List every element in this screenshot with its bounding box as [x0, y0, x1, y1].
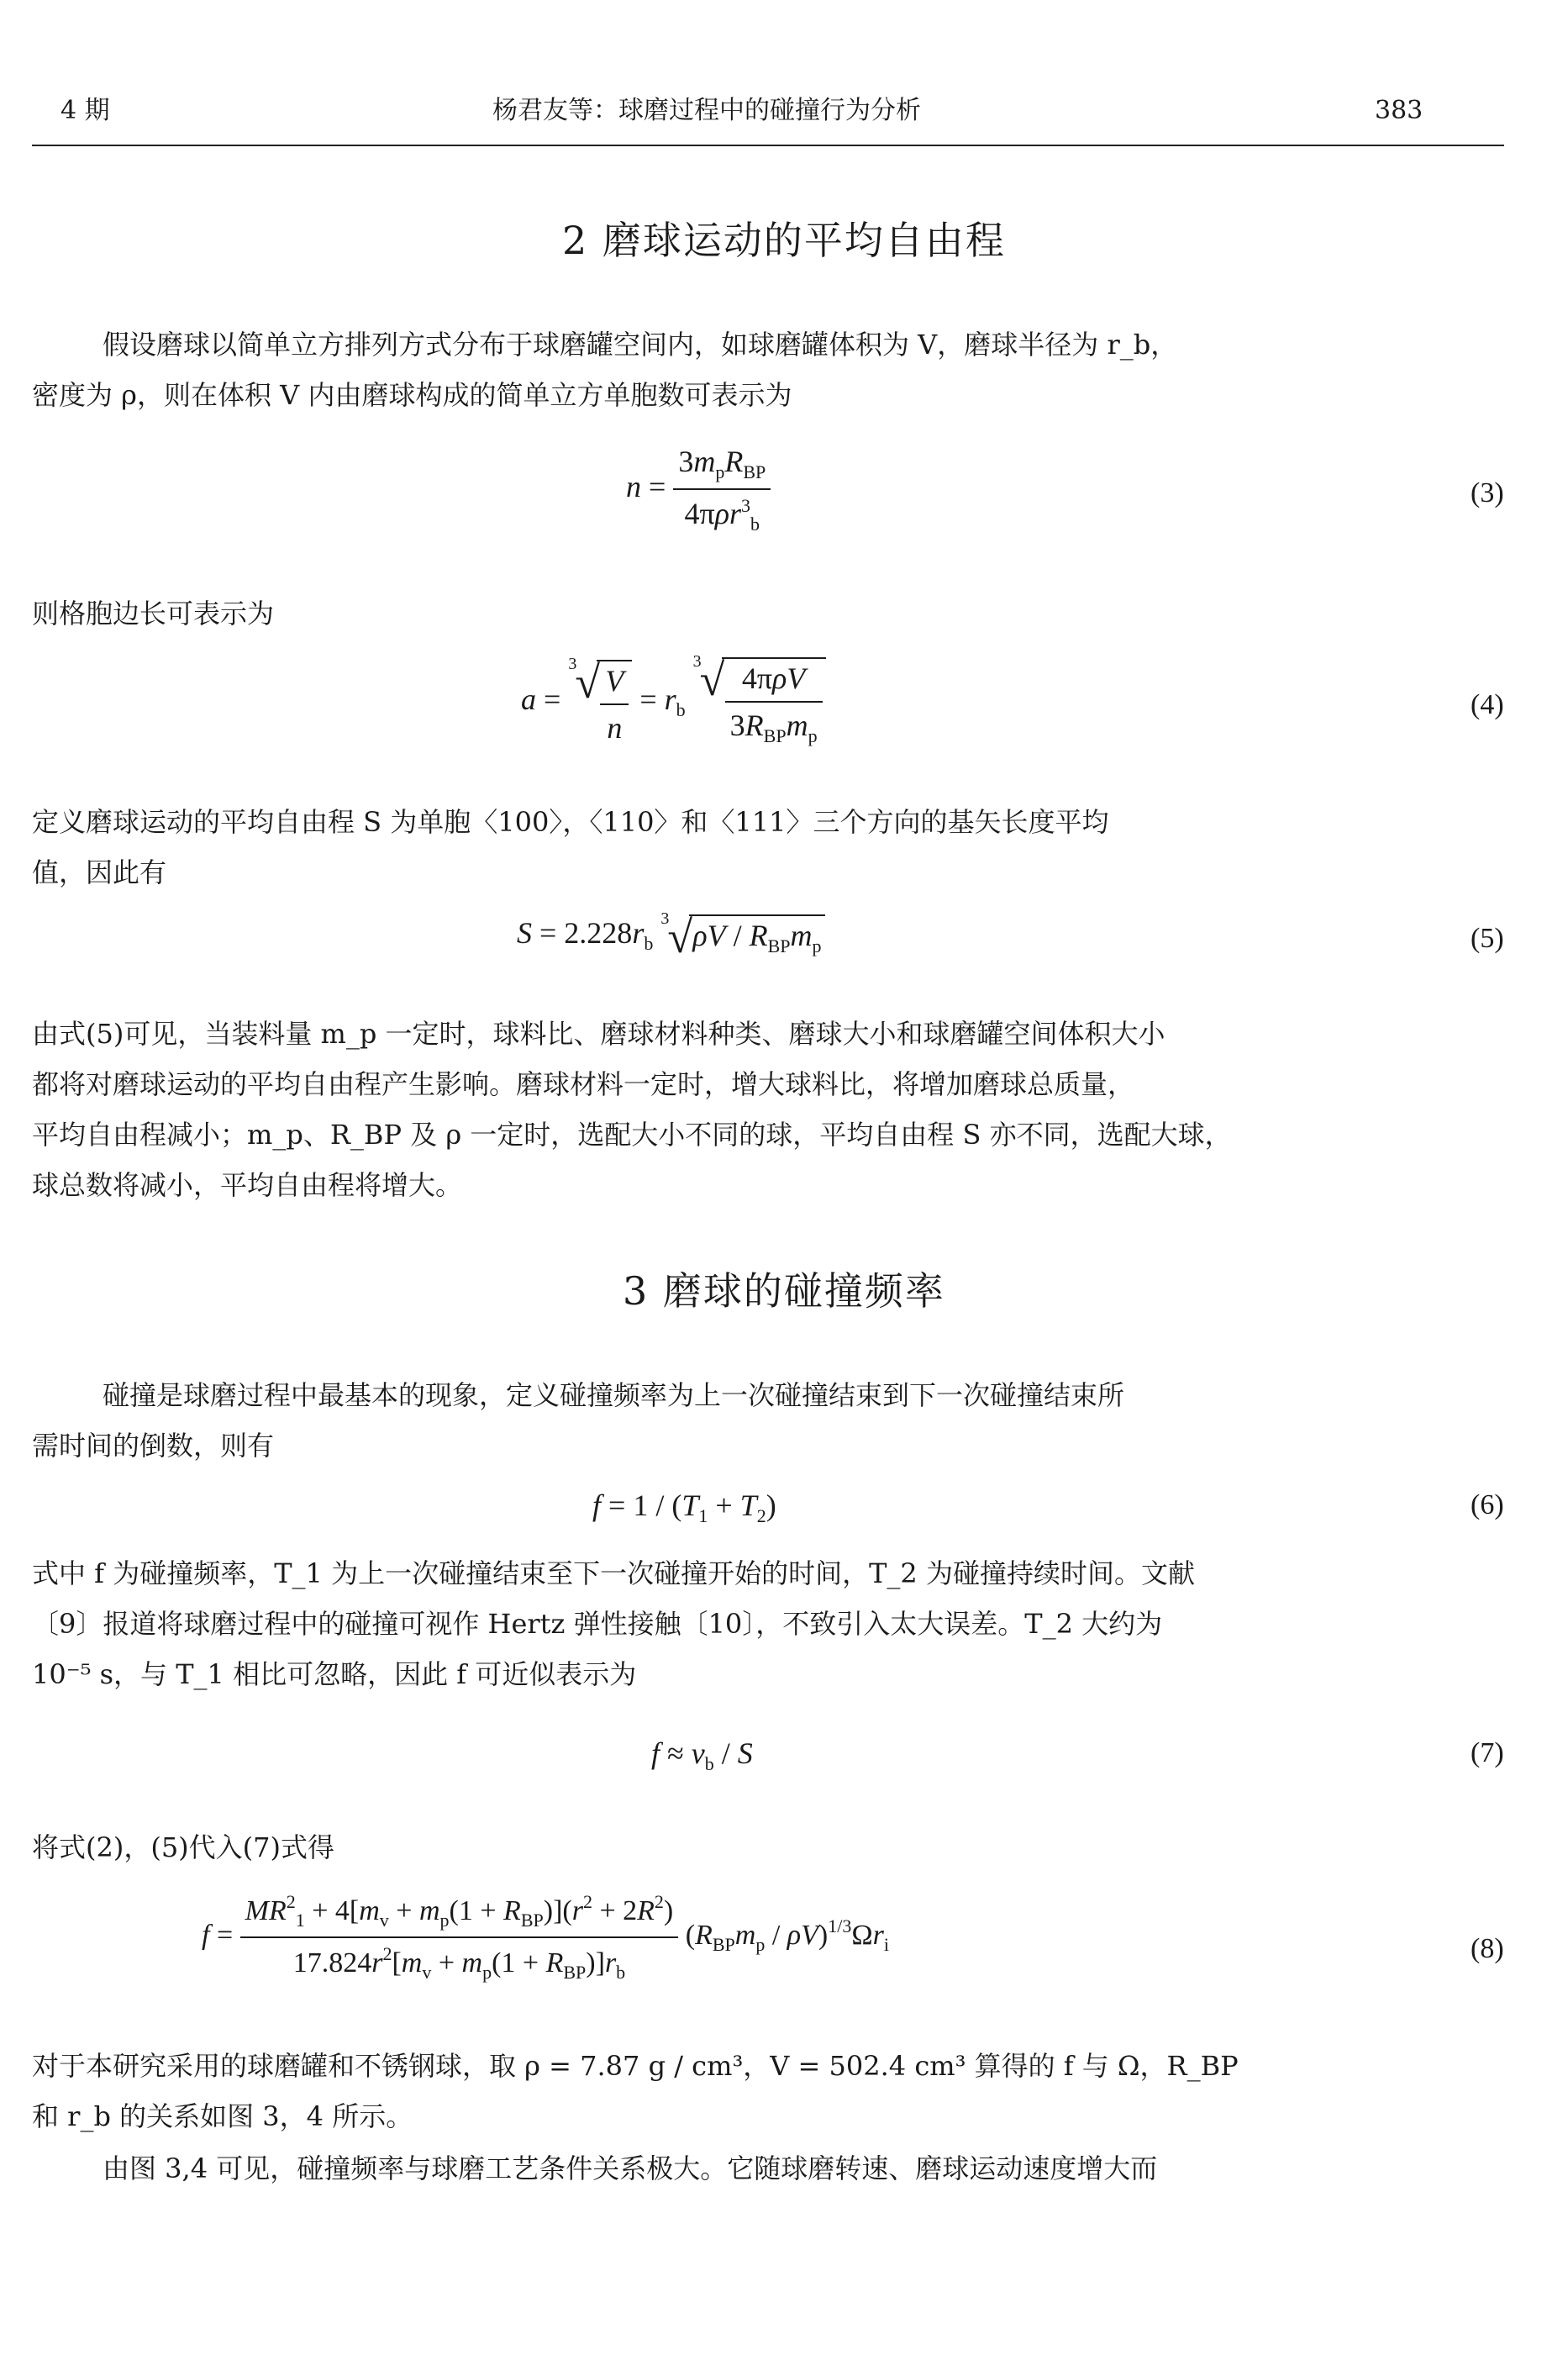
- text-line: 假设磨球以简单立方排列方式分布于球磨罐空间内，如球磨罐体积为 V，磨球半径为 r_b，: [103, 329, 1178, 361]
- section-3-title: 3 磨球的碰撞频率: [623, 1268, 945, 1314]
- section-2-paragraph-1: [32, 319, 1504, 420]
- text-line: 由式(5)可见，当装料量 m_p 一定时，球料比、磨球材料种类、磨球大小和球磨罐空间体积大小: [32, 1018, 1165, 1050]
- text-line: 密度为 ρ，则在体积 V 内由磨球构成的简单立方单胞数可表示为: [32, 379, 792, 411]
- section-3-paragraph-5: [32, 2143, 1504, 2194]
- equation-3: n = $\frac{3m_pR_{BP}}{4\pi\rho r^3_b}$: [626, 444, 771, 535]
- section-2-paragraph-3: [32, 797, 1504, 898]
- equation-4: a = 3 √ $\frac{V}{n}$ = $r_b$ 3 √ $\frac{\text{4πρV}}{3R_{BP}m_p}$: [521, 657, 826, 747]
- text-line: 将式(2)，(5)代入(7)式得: [32, 1831, 334, 1863]
- text-line: 和 r_b 的关系如图 3，4 所示。: [32, 2100, 413, 2132]
- text-line: 定义磨球运动的平均自由程 S 为单胞〈100〉，〈110〉和〈111〉三个方向的基矢长度平均: [32, 806, 1109, 838]
- section-2-paragraph-4: [32, 1009, 1504, 1210]
- text-line: 10⁻⁵ s，与 T_1 相比可忽略，因此 f 可近似表示为: [32, 1658, 637, 1690]
- equation-7-number: (7): [1471, 1737, 1504, 1768]
- equation-4-number: (4): [1471, 689, 1504, 720]
- page-number: 383: [1375, 96, 1423, 125]
- text-line: 对于本研究采用的球磨罐和不锈钢球，取 ρ = 7.87 g / cm³，V = 502.4 cm³ 算得的 f 与 Ω，R_BP: [32, 2050, 1239, 2082]
- equation-8-number: (8): [1471, 1933, 1504, 1964]
- text-line: 值，因此有: [32, 856, 167, 888]
- equation-6-number: (6): [1471, 1489, 1504, 1520]
- equation-5: $S = 2.228r_b$ 3 √ ρV / $R_{BP}m_p$: [517, 914, 825, 957]
- section-2-paragraph-2: [32, 588, 1504, 639]
- text-line: 碰撞是球磨过程中最基本的现象，定义碰撞频率为上一次碰撞结束到下一次碰撞结束所: [103, 1379, 1125, 1411]
- running-title: 杨君友等：球磨过程中的碰撞行为分析: [492, 96, 921, 125]
- section-3-paragraph-1: [32, 1370, 1504, 1471]
- equation-7: $f \approx v_b / S$: [651, 1736, 753, 1774]
- equation-5-number: (5): [1471, 923, 1504, 954]
- equation-3-number: (3): [1471, 477, 1504, 508]
- running-header: [32, 94, 1504, 146]
- text-line: 由图 3,4 可见，碰撞频率与球磨工艺条件关系极大。它随球磨转速、磨球运动速度增大而: [103, 2152, 1158, 2184]
- text-line: 〔9〕报道将球磨过程中的碰撞可视作 Hertz 弹性接触〔10〕，不致引入太大误差。T_2 大约为: [32, 1608, 1163, 1640]
- section-3-paragraph-2: [32, 1548, 1504, 1699]
- section-3-paragraph-4: [32, 2041, 1504, 2142]
- equation-6: $f = 1 / (T_1 + T_2)$: [592, 1488, 776, 1526]
- section-3-paragraph-3: [32, 1822, 1504, 1873]
- text-line: 球总数将减小，平均自由程将增大。: [32, 1169, 463, 1201]
- text-line: 平均自由程减小；m_p、R_BP 及 ρ 一定时，选配大小不同的球，平均自由程 S 亦不同，选配大球，: [32, 1119, 1232, 1151]
- issue-label: 4 期: [61, 96, 110, 125]
- text-line: 式中 f 为碰撞频率，T_1 为上一次碰撞结束至下一次碰撞开始的时间，T_2 为碰撞持续时间。文献: [32, 1557, 1195, 1589]
- text-line: 需时间的倒数，则有: [32, 1430, 275, 1462]
- equation-8: f = $\frac{MR^2_1 + 4[m_v + m_p(1 + R_{BP})](r^2 + 2R^2)}{17.824r^2[m_v + m_p(1 + R_{BP})]r_b}$ $(R_{BP}m_p / \rho V)^{1/3}\Omega r_i$: [202, 1891, 889, 1983]
- section-2-title: 2 磨球运动的平均自由程: [562, 218, 1006, 263]
- text-line: 则格胞边长可表示为: [32, 598, 275, 630]
- text-line: 都将对磨球运动的平均自由程产生影响。磨球材料一定时，增大球料比，将增加磨球总质量，: [32, 1068, 1135, 1100]
